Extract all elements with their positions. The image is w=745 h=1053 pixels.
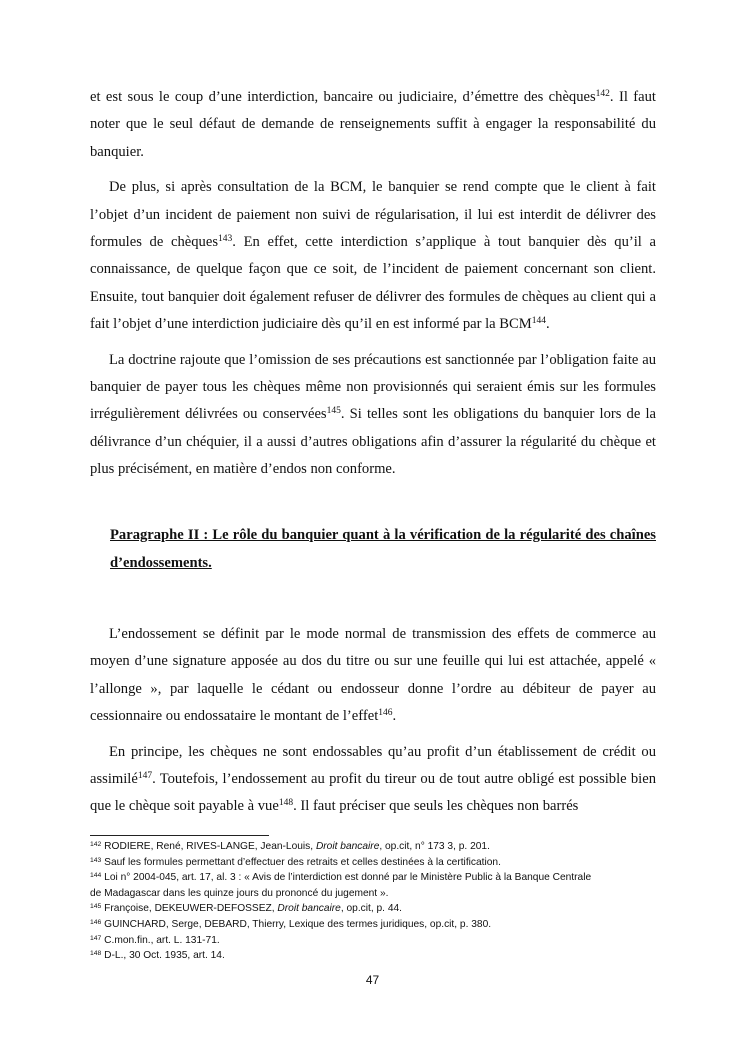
footnote-line xyxy=(90,901,660,917)
footnote-ref: 148 xyxy=(90,950,102,958)
footnote-line xyxy=(90,886,660,902)
footnotes xyxy=(90,839,660,964)
text-run: De plus, si après consultation de la BCM, le banquier se rend compte que le client à fait l’objet d’un incident de paiement non suivi de régularisation, il lui est interdit de délivrer des formules de chèques xyxy=(90,179,656,251)
footnote-ref: 144 xyxy=(90,872,102,880)
text-run: . En effet, cette interdiction s’applique à tout banquier dès qu’il a connaissance, de quelque façon que ce soit, de l’incident de paiement concernant son client. Ensuite, tout banquier doit également refuser de délivrer des formules de chèques au client qui a fait l’objet d’une interdiction judiciaire dès qu’il en est informé par la BCM xyxy=(90,234,657,333)
text-run: et est sous le coup d’une interdiction, bancaire ou judiciaire, d’émettre des chèques xyxy=(90,89,596,105)
footnote-line xyxy=(90,870,660,886)
footnote-line xyxy=(90,933,660,949)
text-run: C.mon.fin., art. L. 131-71. xyxy=(101,934,220,946)
footnote-ref: 146 xyxy=(90,918,102,926)
footnote-separator xyxy=(90,835,269,836)
section-heading: Paragraphe II : Le rôle du banquier quant à la vérification de la régularité des chaînes d’endossements. xyxy=(110,527,656,571)
text-run: , op.cit, n° 173 3, p. 201. xyxy=(379,841,490,852)
text-run: L’endossement se définit par le mode normal de transmission des effets de commerce au moyen d’une signature apposée au dos du titre ou sur une feuille qui lui est attachée, appelé « l’allonge », par laquelle le cédant ou endosseur donne l’ordre au débiteur de payer au cessionnaire ou endossataire le montant de l’effet xyxy=(90,626,656,725)
text-run: de Madagascar dans les quinze jours du prononcé du jugement ». xyxy=(90,887,389,899)
footnote-ref: 144 xyxy=(531,316,546,327)
text-run: . Il faut noter que le seul défaut de demande de renseignements suffit à engager la responsabilité du banquier. xyxy=(90,89,656,160)
footnote-line xyxy=(90,855,660,871)
footnote-ref: 145 xyxy=(326,406,341,417)
footnote-ref: 147 xyxy=(137,771,153,782)
italic-text: Droit bancaire xyxy=(315,841,380,852)
paragraph xyxy=(90,347,656,484)
footnote-line xyxy=(90,917,660,933)
footnote-ref: 143 xyxy=(218,234,233,245)
text-run: , op.cit, p. 44. xyxy=(340,903,402,915)
italic-text: Droit bancaire xyxy=(277,903,341,915)
paragraph xyxy=(90,739,656,821)
footnote-ref: 146 xyxy=(378,708,393,719)
footnote-line xyxy=(90,839,660,855)
body-section-bottom xyxy=(90,621,656,821)
footnote-line xyxy=(90,948,660,964)
text-run: . Il faut préciser que seuls les chèques non barrés xyxy=(293,798,579,815)
footnote-ref: 148 xyxy=(278,798,294,809)
text-run: . Si telles sont les obligations du banquier lors de la délivrance d’un chéquier, il a aussi d’autres obligations afin d’assurer la régularité du chèque et plus précisément, en matière d’endos non conforme. xyxy=(90,406,656,478)
footnote-ref: 142 xyxy=(90,841,102,848)
footnote-ref: 145 xyxy=(90,903,102,911)
footnote-ref: 142 xyxy=(595,89,610,99)
paragraph xyxy=(90,174,656,338)
footnote-ref: 143 xyxy=(90,856,102,864)
text-run: Sauf les formules permettant d’effectuer des retraits et celles destinées à la certification. xyxy=(101,856,501,868)
text-run: Loi n° 2004-045, art. 17, al. 3 : « Avis de l’interdiction est donné par le Ministère Public à la Banque Centrale xyxy=(101,872,592,884)
paragraph xyxy=(90,84,656,166)
text-run: Françoise, DEKEUWER-DEFOSSEZ, xyxy=(101,903,278,915)
page-number: 47 xyxy=(365,973,380,987)
text-run: RODIERE, René, RIVES-LANGE, Jean-Louis, xyxy=(101,841,316,852)
paragraph xyxy=(90,621,656,731)
text-run: . Toutefois, l’endossement au profit du tireur ou de tout autre obligé est possible bien que le chèque soit payable à vue xyxy=(90,771,656,815)
text-run: GUINCHARD, Serge, DEBARD, Thierry, Lexique des termes juridiques, op.cit, p. 380. xyxy=(101,918,492,930)
text-run: En principe, les chèques ne sont endossables qu’au profit d’un établissement de crédit ou assimilé xyxy=(90,743,656,788)
text-run: La doctrine rajoute que l’omission de ses précautions est sanctionnée par l’obligation faite au banquier de payer tous les chèques même non provisionnés qui seraient émis sur les formules irrégulièrement délivrées ou conservées xyxy=(90,351,656,423)
body-section-top xyxy=(90,84,656,484)
footnote-ref: 147 xyxy=(90,934,102,942)
text-run: . xyxy=(546,316,550,333)
text-run: . xyxy=(392,708,397,725)
text-run: D-L., 30 Oct. 1935, art. 14. xyxy=(101,950,225,962)
